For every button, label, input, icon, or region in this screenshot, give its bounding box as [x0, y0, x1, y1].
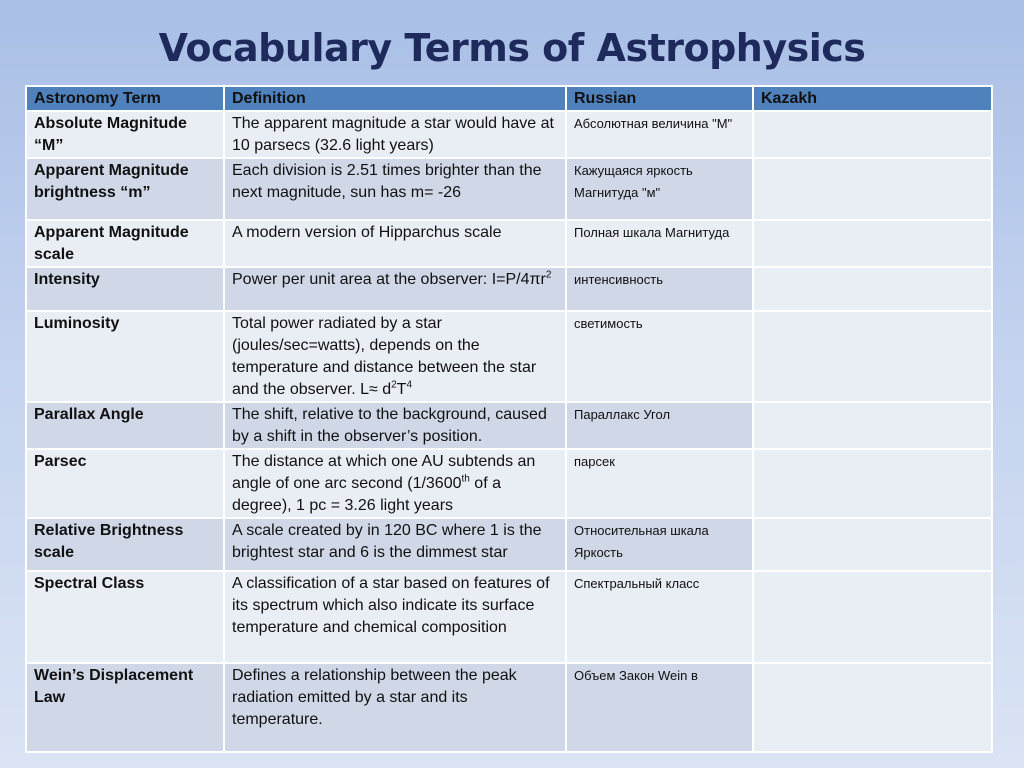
- definition-text: Total power radiated by a star (joules/sec=watts), depends on the temperature and distance between the star and the observer. L≈ d: [232, 315, 537, 398]
- term-cell: Apparent Magnitude brightness “m”: [26, 158, 224, 220]
- header-kazakh: Kazakh: [753, 86, 992, 111]
- russian-cell: Спектральный класс: [566, 571, 753, 663]
- term-cell: Luminosity: [26, 311, 224, 402]
- definition-text: T: [396, 381, 407, 398]
- header-definition: Definition: [224, 86, 566, 111]
- kazakh-cell: [753, 449, 992, 518]
- russian-cell: Абсолютная величина "M": [566, 111, 753, 158]
- kazakh-cell: [753, 220, 992, 267]
- kazakh-cell: [753, 518, 992, 571]
- definition-cell: The apparent magnitude a star would have at 10 parsecs (32.6 light years): [224, 111, 566, 158]
- kazakh-cell: [753, 663, 992, 752]
- superscript: 4: [406, 379, 413, 391]
- superscript: 2: [545, 269, 552, 281]
- russian-cell: Полная шкала Магнитуда: [566, 220, 753, 267]
- term-cell: Parsec: [26, 449, 224, 518]
- table-row: [26, 311, 992, 402]
- russian-cell: интенсивность: [566, 267, 753, 311]
- header-russian: Russian: [566, 86, 753, 111]
- table-row: [26, 449, 992, 518]
- table-row: [26, 267, 992, 311]
- term-cell: Relative Brightness scale: [26, 518, 224, 571]
- term-cell: Absolute Magnitude “M”: [26, 111, 224, 158]
- definition-cell: A scale created by in 120 BC where 1 is the brightest star and 6 is the dimmest star: [224, 518, 566, 571]
- table-row: [26, 518, 992, 571]
- term-cell: Apparent Magnitude scale: [26, 220, 224, 267]
- russian-cell: Кажущаяся яркость Магнитуда "м": [566, 158, 753, 220]
- kazakh-cell: [753, 111, 992, 158]
- table-row: [26, 663, 992, 752]
- russian-cell: Параллакс Угол: [566, 402, 753, 449]
- vocabulary-table: [25, 85, 993, 753]
- table-row: [26, 158, 992, 220]
- definition-text: The distance at which one AU subtends an angle of one arc second (1/3600: [232, 453, 536, 492]
- kazakh-cell: [753, 311, 992, 402]
- superscript: th: [461, 473, 470, 485]
- definition-cell: The shift, relative to the background, caused by a shift in the observer’s position.: [224, 402, 566, 449]
- kazakh-cell: [753, 267, 992, 311]
- definition-cell: [224, 449, 566, 518]
- table-row: [26, 220, 992, 267]
- table-row: [26, 111, 992, 158]
- page-title: Vocabulary Terms of Astrophysics: [158, 26, 866, 70]
- term-cell: Intensity: [26, 267, 224, 311]
- table-header-row: [26, 86, 992, 111]
- definition-cell: [224, 311, 566, 402]
- definition-cell: A classification of a star based on features of its spectrum which also indicate its surface temperature and chemical composition: [224, 571, 566, 663]
- header-term: Astronomy Term: [26, 86, 224, 111]
- russian-cell: светимость: [566, 311, 753, 402]
- russian-cell: парсек: [566, 449, 753, 518]
- russian-cell: Объем Закон Wein в: [566, 663, 753, 752]
- definition-text: of a degree), 1 pc = 3.26 light years: [232, 475, 501, 514]
- table-row: [26, 571, 992, 663]
- russian-cell: Относительная шкала Яркость: [566, 518, 753, 571]
- term-cell: Spectral Class: [26, 571, 224, 663]
- kazakh-cell: [753, 402, 992, 449]
- kazakh-cell: [753, 571, 992, 663]
- definition-text: Power per unit area at the observer: I=P/4πr: [232, 271, 546, 288]
- kazakh-cell: [753, 158, 992, 220]
- definition-cell: [224, 267, 566, 311]
- definition-cell: Each division is 2.51 times brighter than the next magnitude, sun has m= -26: [224, 158, 566, 220]
- table-row: [26, 402, 992, 449]
- definition-cell: Defines a relationship between the peak radiation emitted by a star and its temperature.: [224, 663, 566, 752]
- superscript: 2: [391, 379, 397, 391]
- term-cell: Parallax Angle: [26, 402, 224, 449]
- term-cell: Wein’s Displacement Law: [26, 663, 224, 752]
- definition-cell: A modern version of Hipparchus scale: [224, 220, 566, 267]
